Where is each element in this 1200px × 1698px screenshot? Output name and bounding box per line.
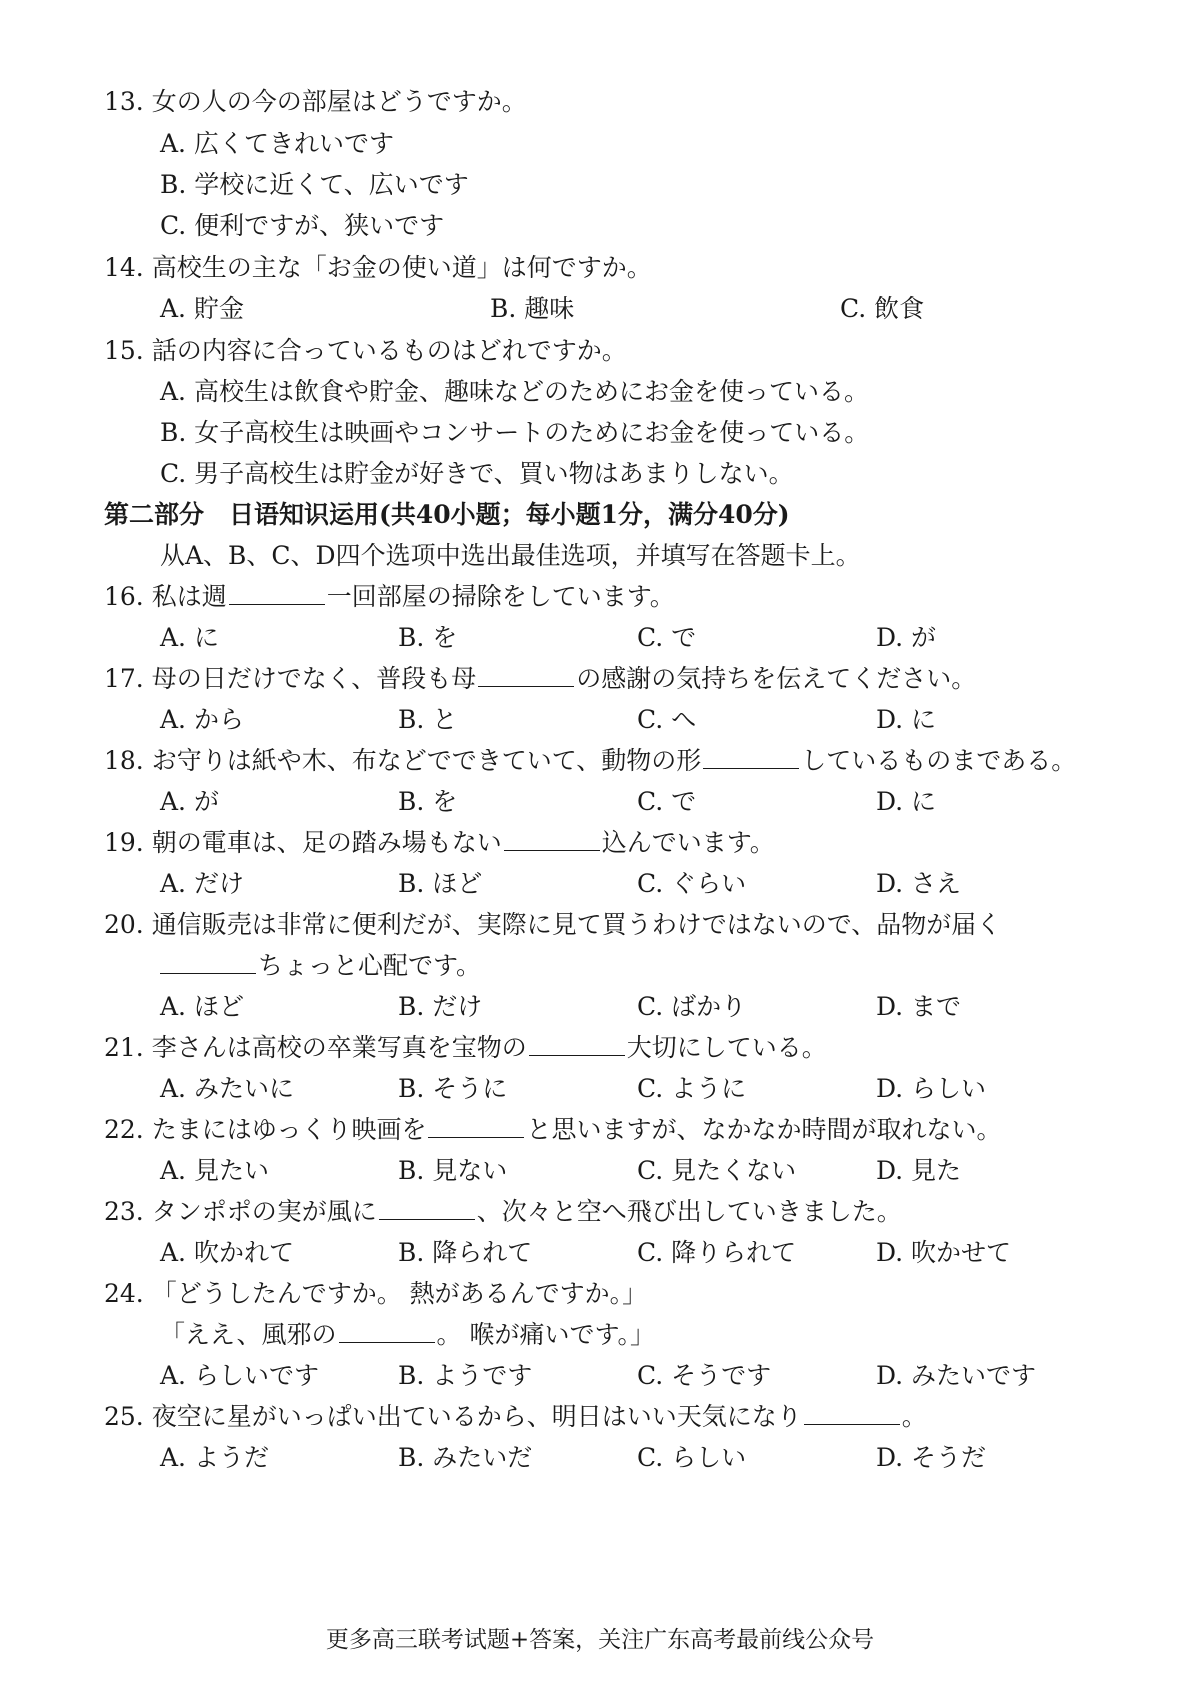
question-14-options <box>160 293 1120 325</box>
question-24-stem-line1: 24. 「どうしたんですか。 熱があるんですか。」 <box>104 1279 648 1308</box>
question-23-option-a: A. 吹かれて <box>160 1238 294 1267</box>
question-21-options <box>160 1073 1120 1105</box>
question-19-option-b: B. ほど <box>398 869 483 898</box>
question-23-option-b: B. 降られて <box>398 1238 533 1267</box>
question-24-option-a: A. らしいです <box>160 1361 319 1390</box>
question-18-option-a: A. が <box>160 787 219 816</box>
question-24-text-after: 。 喉が痛いです。」 <box>436 1320 655 1349</box>
question-19-stem <box>104 827 775 859</box>
question-20-option-b: B. だけ <box>398 992 483 1021</box>
question-16-option-b: B. を <box>398 623 458 652</box>
question-23-blank <box>379 1197 475 1220</box>
question-24-text-before: 「ええ、風邪の <box>160 1320 337 1349</box>
question-18-text-after: しているものまである。 <box>801 746 1077 775</box>
question-16-option-d: D. が <box>876 623 937 652</box>
question-16-options <box>160 622 1120 654</box>
question-14-option-b: B. 趣味 <box>490 294 575 323</box>
question-23-text-before: 23. タンポポの実が風に <box>104 1197 377 1226</box>
question-16-text-before: 16. 私は週 <box>104 582 227 611</box>
question-17-option-b: B. と <box>398 705 458 734</box>
question-23-option-d: D. 吹かせて <box>876 1238 1012 1267</box>
question-22-options <box>160 1155 1120 1187</box>
question-16-blank <box>229 582 325 605</box>
question-20-stem-line1: 20. 通信販売は非常に便利だが、実際に見て買うわけではないので、品物が届く <box>104 910 1002 939</box>
question-17-option-d: D. に <box>876 705 937 734</box>
question-15-option-a: A. 高校生は飲食や貯金、趣味などのためにお金を使っている。 <box>160 377 869 406</box>
question-25-option-c: C. らしい <box>637 1443 747 1472</box>
section-title: 第二部分 日语知识运用(共40小题；每小题1分，满分40分) <box>104 500 790 529</box>
question-14-option-c: C. 飲食 <box>840 294 925 323</box>
question-19-options <box>160 868 1120 900</box>
question-21-text-before: 21. 李さんは高校の卒業写真を宝物の <box>104 1033 527 1062</box>
question-20-option-d: D. まで <box>876 992 962 1021</box>
question-25-stem <box>104 1401 927 1433</box>
question-23-text-after: 、次々と空へ飛び出していきました。 <box>476 1197 902 1226</box>
section-instruction: 从A、B、C、D四个选项中选出最佳选项，并填写在答题卡上。 <box>160 541 861 570</box>
question-16-text-after: 一回部屋の掃除をしています。 <box>326 582 675 611</box>
question-17-text-before: 17. 母の日だけでなく、普段も母 <box>104 664 477 693</box>
question-21-option-d: D. らしい <box>876 1074 987 1103</box>
question-17-option-a: A. から <box>160 705 244 734</box>
question-21-stem <box>104 1032 827 1064</box>
question-25-option-d: D. そうだ <box>876 1443 987 1472</box>
question-23-option-c: C. 降りられて <box>637 1238 797 1267</box>
question-25-option-b: B. みたいだ <box>398 1443 533 1472</box>
question-20-stem-line2 <box>160 950 481 982</box>
question-18-option-d: D. に <box>876 787 937 816</box>
question-24-option-c: C. そうです <box>637 1361 772 1390</box>
question-18-option-b: B. を <box>398 787 458 816</box>
question-22-blank <box>428 1115 524 1138</box>
question-17-option-c: C. へ <box>637 705 697 734</box>
question-22-stem <box>104 1114 1001 1146</box>
question-21-option-c: C. ように <box>637 1074 747 1103</box>
question-23-stem <box>104 1196 902 1228</box>
question-22-option-b: B. 見ない <box>398 1156 508 1185</box>
question-17-options <box>160 704 1120 736</box>
question-18-stem <box>104 745 1076 777</box>
question-13-option-c: C. 便利ですが、狭いです <box>160 211 445 240</box>
question-16-option-a: A. に <box>160 623 219 652</box>
question-22-option-d: D. 見た <box>876 1156 962 1185</box>
question-24-stem-line2 <box>160 1319 655 1351</box>
question-14-stem: 14. 高校生の主な「お金の使い道」は何ですか。 <box>104 253 652 282</box>
question-19-option-c: C. ぐらい <box>637 869 747 898</box>
question-25-options <box>160 1442 1120 1474</box>
question-20-blank <box>160 951 256 974</box>
question-18-text-before: 18. お守りは紙や木、布などでできていて、動物の形 <box>104 746 702 775</box>
question-17-text-after: の感謝の気持ちを伝えてください。 <box>576 664 977 693</box>
question-21-text-after: 大切にしている。 <box>626 1033 827 1062</box>
question-22-text-before: 22. たまにはゆっくり映画を <box>104 1115 427 1144</box>
question-21-option-b: B. そうに <box>398 1074 508 1103</box>
question-20-text-after: ちょっと心配です。 <box>258 951 482 980</box>
question-24-option-b: B. ようです <box>398 1361 533 1390</box>
question-21-option-a: A. みたいに <box>160 1074 294 1103</box>
question-19-option-a: A. だけ <box>160 869 244 898</box>
question-23-options <box>160 1237 1120 1269</box>
page-footer: 更多高三联考试题+答案，关注广东高考最前线公众号 <box>325 1627 875 1653</box>
question-22-text-after: と思いますが、なかなか時間が取れない。 <box>526 1115 1002 1144</box>
question-20-options <box>160 991 1120 1023</box>
question-25-blank <box>804 1402 900 1425</box>
question-18-option-c: C. で <box>637 787 697 816</box>
question-21-blank <box>529 1033 625 1056</box>
question-17-blank <box>478 664 574 687</box>
question-19-option-d: D. さえ <box>876 869 962 898</box>
question-20-option-c: C. ばかり <box>637 992 747 1021</box>
question-13-option-b: B. 学校に近くて、広いです <box>160 170 469 199</box>
question-18-blank <box>703 746 799 769</box>
question-15-option-b: B. 女子高校生は映画やコンサートのためにお金を使っている。 <box>160 418 870 447</box>
question-16-option-c: C. で <box>637 623 697 652</box>
question-13-option-a: A. 広くてきれいです <box>160 129 394 158</box>
question-24-options <box>160 1360 1120 1392</box>
question-24-blank <box>339 1320 435 1343</box>
question-19-blank <box>504 828 600 851</box>
question-25-option-a: A. ようだ <box>160 1443 269 1472</box>
question-14-option-a: A. 貯金 <box>160 294 244 323</box>
question-15-stem: 15. 話の内容に合っているものはどれですか。 <box>104 336 627 365</box>
question-18-options <box>160 786 1120 818</box>
question-22-option-a: A. 見たい <box>160 1156 269 1185</box>
question-25-text-before: 25. 夜空に星がいっぱい出ているから、明日はいい天気になり <box>104 1402 802 1431</box>
question-16-stem <box>104 581 675 613</box>
question-22-option-c: C. 見たくない <box>637 1156 797 1185</box>
question-20-option-a: A. ほど <box>160 992 244 1021</box>
question-19-text-before: 19. 朝の電車は、足の踏み場もない <box>104 828 502 857</box>
question-24-option-d: D. みたいです <box>876 1361 1037 1390</box>
question-13-stem: 13. 女の人の今の部屋はどうですか。 <box>104 87 527 116</box>
question-19-text-after: 込んでいます。 <box>601 828 775 857</box>
question-15-option-c: C. 男子高校生は貯金が好きで、買い物はあまりしない。 <box>160 459 794 488</box>
question-25-text-after: 。 <box>901 1402 927 1431</box>
question-17-stem <box>104 663 976 695</box>
